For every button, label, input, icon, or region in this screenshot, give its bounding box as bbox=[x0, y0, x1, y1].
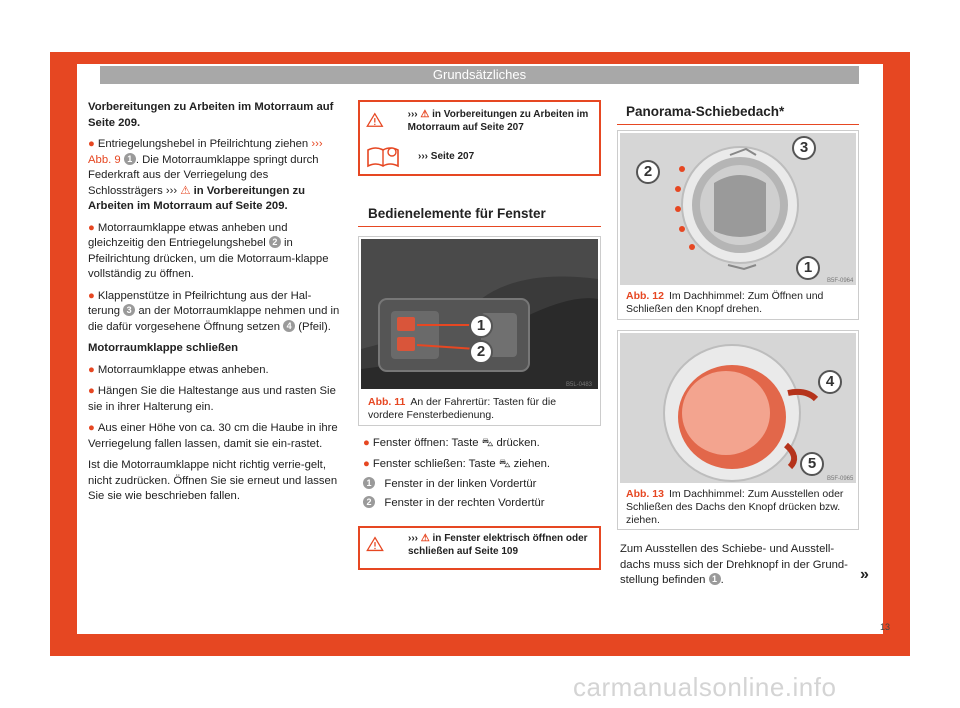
figure-caption bbox=[626, 488, 852, 527]
paragraph-text: . bbox=[720, 574, 724, 586]
list-item bbox=[363, 496, 603, 512]
warning-link[interactable]: in Vorbereitungen zu Arbeiten im Motorraum auf Seite 207 bbox=[407, 109, 589, 133]
intro-text: Vorbereitungen zu Arbeiten im Motorraum auf Seite 209. bbox=[88, 101, 334, 129]
callout-number: 1 bbox=[709, 573, 721, 585]
warning-triangle-icon: ⚠ bbox=[420, 109, 430, 120]
bullet-icon: ● bbox=[363, 437, 370, 449]
list-item-text: Motorraumklappe etwas anheben und gleichzeitig den Entriegelungshebel bbox=[88, 221, 288, 249]
list-item-text: Hängen Sie die Haltestange aus und rasten Sie sie in ihrer Halterung ein. bbox=[88, 385, 336, 413]
figure-label: Abb. 11 bbox=[368, 396, 406, 408]
warning-link[interactable]: in Vorbereitungen zu Arbeiten im Motorraum auf Seite 209. bbox=[88, 184, 306, 212]
list-item-text: Entriegelungshebel in Pfeilrichtung ziehen bbox=[97, 138, 309, 150]
list-item bbox=[88, 363, 340, 379]
closing-paragraph: Ist die Motorraumklappe nicht richtig verrie-gelt, nicht zudrücken. Öffnen Sie sie erneut und lassen Sie sie wie beschrieben fallen. bbox=[88, 459, 338, 502]
figure-callout: 1 bbox=[796, 256, 820, 280]
section-divider bbox=[358, 226, 601, 227]
section-heading: Panorama-Schiebedach* bbox=[626, 104, 785, 119]
bullet-icon: ● bbox=[88, 422, 95, 434]
list-item-text: Fenster schließen: Taste bbox=[372, 457, 496, 470]
list-item-text: in Pfeilrichtung drücken, um die Motorraum-klappe vollständig zu öffnen. bbox=[88, 237, 329, 280]
list-item bbox=[363, 477, 603, 493]
list-item-text: . Die Motorraumklappe springt durch Federkraft aus der Verriegelung des Schlossträgers ››› bbox=[88, 153, 319, 197]
list-item bbox=[88, 421, 340, 452]
list-item bbox=[88, 384, 340, 415]
bullet-icon: ● bbox=[88, 363, 95, 376]
figure-link[interactable]: ››› Abb. 9 bbox=[88, 138, 323, 166]
roof-knob-image bbox=[620, 133, 856, 285]
callout-number: 1 bbox=[363, 477, 375, 489]
chevron-icon: ››› bbox=[408, 533, 418, 544]
warning-triangle-icon bbox=[366, 108, 384, 132]
bullet-icon: ● bbox=[88, 221, 95, 234]
figure-caption-text: An der Fahrertür: Tasten für die vordere Fensterbedienung. bbox=[368, 396, 557, 421]
figure-callout: 5 bbox=[800, 452, 824, 476]
bullet-icon: ● bbox=[88, 138, 95, 150]
continue-arrow-icon: » bbox=[860, 566, 869, 583]
figure-code: B5F-0964 bbox=[827, 278, 854, 284]
callout-number: 2 bbox=[269, 236, 281, 248]
figure-caption bbox=[368, 396, 594, 422]
list-item-text: (Pfeil). bbox=[298, 320, 331, 333]
warning-text bbox=[408, 532, 596, 558]
paragraph-text: Zum Ausstellen des Schiebe- und Ausstell-dachs muss sich der Drehknopf in der Grund-stellung befinden bbox=[620, 543, 848, 586]
window-ops bbox=[363, 436, 603, 511]
list-item-text: an der Motorraumklappe nehmen und in die dafür vorgesehene Öffnung setzen bbox=[88, 305, 340, 333]
section-heading: Bedienelemente für Fenster bbox=[368, 206, 546, 221]
warning-link[interactable]: in Fenster elektrisch öffnen oder schließen auf Seite 109 bbox=[408, 533, 588, 557]
figure-label: Abb. 13 bbox=[626, 488, 664, 500]
figure-code: B5L-0483 bbox=[566, 382, 593, 388]
column-left bbox=[88, 100, 340, 511]
list-item bbox=[88, 137, 340, 215]
callout-number: 3 bbox=[123, 304, 135, 316]
list-item-text: Klappenstütze in Pfeilrichtung aus der Hal-terung bbox=[88, 289, 312, 317]
window-button-icon: ⛍ bbox=[481, 437, 494, 449]
warning-triangle-icon: ⚠ bbox=[420, 533, 430, 544]
list-item-text: Motorraumklappe etwas anheben. bbox=[97, 363, 269, 376]
bullet-icon: ● bbox=[363, 457, 370, 470]
warning-row bbox=[366, 532, 596, 558]
figure-callout: 2 bbox=[469, 340, 493, 364]
figure-callout: 4 bbox=[818, 370, 842, 394]
figure-callout: 2 bbox=[636, 160, 660, 184]
warning-row bbox=[366, 108, 596, 134]
subheading: Motorraumklappe schließen bbox=[88, 342, 239, 354]
figure-label: Abb. 12 bbox=[626, 290, 664, 302]
figure-caption-text: Im Dachhimmel: Zum Ausstellen oder Schließen des Dachs den Knopf drücken bzw. ziehen. bbox=[626, 488, 844, 526]
list-item bbox=[88, 221, 340, 283]
figure-caption-text: Im Dachhimmel: Zum Öffnen und Schließen den Knopf drehen. bbox=[626, 290, 824, 315]
watermark: carmanualsonline.info bbox=[573, 672, 837, 702]
bullet-icon: ● bbox=[88, 385, 95, 397]
list-item-text: Aus einer Höhe von ca. 30 cm die Haube in ihre Verriegelung fallen lassen, damit sie ein-rastet. bbox=[88, 422, 338, 450]
list-item-text: Fenster öffnen: Taste bbox=[372, 437, 479, 449]
bullet-icon: ● bbox=[88, 289, 95, 302]
figure-callout: 1 bbox=[469, 314, 493, 338]
warning-triangle-icon: ⚠ bbox=[180, 184, 191, 197]
warning-row bbox=[366, 144, 596, 170]
list-item-text: drücken. bbox=[496, 437, 540, 449]
list-item bbox=[88, 289, 340, 336]
window-button-icon: ⛍ bbox=[498, 457, 511, 470]
warning-triangle-icon bbox=[366, 532, 384, 556]
figure-callout: 3 bbox=[792, 136, 816, 160]
list-item bbox=[363, 436, 603, 452]
figure-caption bbox=[626, 290, 852, 316]
list-item bbox=[363, 457, 603, 473]
roof-instructions bbox=[620, 542, 856, 589]
list-item-text: ziehen. bbox=[513, 457, 551, 470]
warning-text bbox=[408, 108, 596, 134]
chevron-icon: ››› bbox=[407, 109, 418, 120]
figure-code: B5F-0965 bbox=[827, 476, 854, 482]
manual-reference[interactable]: ››› Seite 207 bbox=[418, 151, 475, 162]
page-number: 13 bbox=[880, 622, 891, 632]
callout-number: 4 bbox=[283, 320, 295, 332]
callout-number: 2 bbox=[363, 496, 375, 508]
section-divider bbox=[617, 124, 859, 125]
manual-book-icon bbox=[366, 144, 400, 170]
callout-number: 1 bbox=[124, 153, 136, 165]
list-item-text: Fenster in der rechten Vordertür bbox=[384, 496, 545, 509]
page-header: Grundsätzliches bbox=[100, 66, 859, 84]
list-item-text: Fenster in der linken Vordertür bbox=[384, 478, 537, 490]
